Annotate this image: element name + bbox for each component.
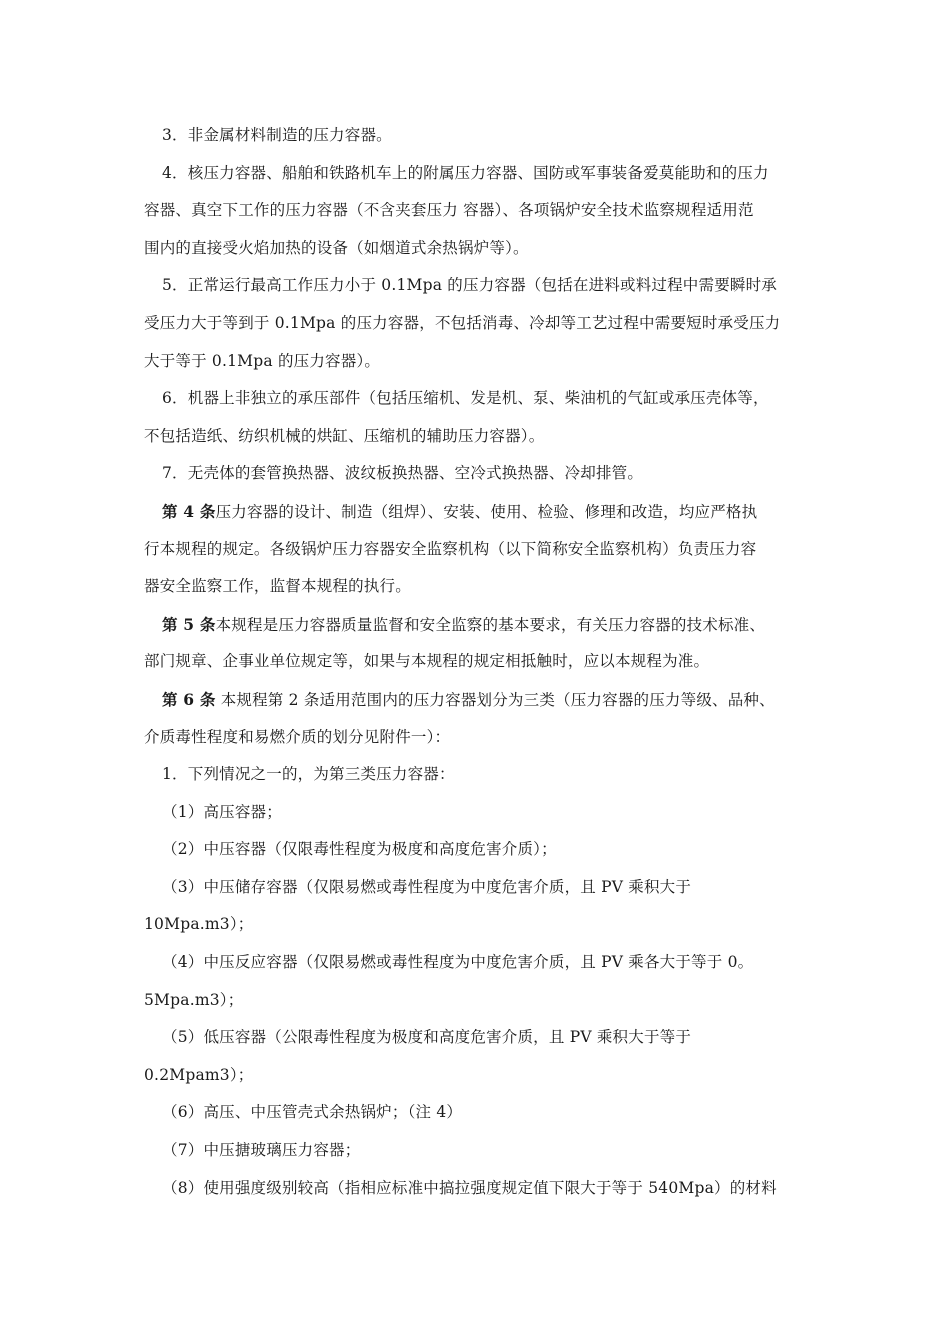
class-3-item-2: （2）中压容器（仅限毒性程度为极度和高度危害介质）； bbox=[162, 840, 557, 859]
class-3-item-5-line-2: 0.2Mpam3）； bbox=[144, 1065, 254, 1084]
paragraph-item-3: 3．非金属材料制造的压力容器。 bbox=[162, 126, 392, 144]
article-5-line-2: 部门规章、企事业单位规定等，如果与本规程的规定相抵触时，应以本规程为准。 bbox=[144, 652, 710, 671]
class-3-item-3-line-2: 10Mpa.m3）； bbox=[144, 915, 254, 934]
paragraph-item-4-line-2: 容器、真空下工作的压力容器（不含夹套压力 容器）、各项锅炉安全技术监察规程适用范 bbox=[144, 201, 754, 220]
article-5-heading: 第 5 条 bbox=[162, 614, 216, 634]
article-6-text: 本规程第 2 条适用范围内的压力容器划分为三类（压力容器的压力等级、品种、 bbox=[215, 690, 775, 709]
class-3-item-3-line-1: （3）中压储存容器（仅限易燃或毒性程度为中度危害介质，且 PV 乘积大于 bbox=[162, 877, 692, 896]
paragraph-item-5-line-3: 大于等于 0.1Mpa 的压力容器）。 bbox=[144, 351, 381, 370]
class-3-item-4-line-2: 5Mpa.m3）； bbox=[144, 990, 244, 1009]
paragraph-item-6-line-2: 不包括造纸、纺织机械的烘缸、压缩机的辅助压力容器）。 bbox=[144, 426, 545, 445]
paragraph-item-7: 7．无壳体的套管换热器、波纹板换热器、空冷式换热器、冷却排管。 bbox=[162, 464, 644, 483]
class-3-item-8: （8）使用强度级别较高（指相应标准中搞拉强度规定值下限大于等于 540Mpa）的材料 bbox=[162, 1178, 777, 1197]
article-6-heading: 第 6 条 bbox=[162, 689, 216, 709]
article-4-text: 压力容器的设计、制造（组焊）、安装、使用、检验、修理和改造，均应严格执 bbox=[215, 502, 758, 521]
paragraph-item-5-line-2: 受压力大于等到于 0.1Mpa 的压力容器，不包括消毒、冷却等工艺过程中需要短时承受压力 bbox=[144, 313, 781, 332]
article-5-text: 本规程是压力容器质量监督和安全监察的基本要求，有关压力容器的技术标准、 bbox=[215, 615, 766, 634]
class-3-item-4-line-1: （4）中压反应容器（仅限易燃或毒性程度为中度危害介质，且 PV 乘各大于等于 0。 bbox=[162, 953, 754, 972]
paragraph-item-6-line-1: 6．机器上非独立的承压部件（包括压缩机、发是机、泵、柴油机的气缸或承压壳体等， bbox=[162, 389, 769, 408]
paragraph-item-4-line-3: 围内的直接受火焰加热的设备（如烟道式余热锅炉等）。 bbox=[144, 238, 529, 257]
paragraph-item-4-line-1: 4．核压力容器、船舶和铁路机车上的附属压力容器、国防或军事装备爱莫能助和的压力 bbox=[162, 163, 769, 182]
article-6-line-2: 介质毒性程度和易燃介质的划分见附件一）： bbox=[144, 727, 451, 746]
article-4-line-2: 行本规程的规定。各级锅炉压力容器安全监察机构（以下简称安全监察机构）负责压力容 bbox=[144, 539, 757, 558]
article-6-line-1 bbox=[144, 681, 809, 719]
class-3-item-6: （6）高压、中压管壳式余热锅炉；（注 4） bbox=[162, 1103, 463, 1122]
document-page bbox=[144, 117, 809, 1207]
paragraph-item-5-line-1: 5．正常运行最高工作压力小于 0.1Mpa 的压力容器（包括在进料或料过程中需要瞬时承 bbox=[162, 276, 778, 295]
article-4-heading: 第 4 条 bbox=[162, 501, 216, 521]
class-3-item-7: （7）中压搪玻璃压力容器； bbox=[162, 1141, 361, 1160]
class-3-item-1: （1）高压容器； bbox=[162, 802, 282, 821]
article-4-line-3: 器安全监察工作，监督本规程的执行。 bbox=[144, 577, 411, 596]
article-4-line-1 bbox=[144, 493, 809, 531]
article-5-line-1 bbox=[144, 606, 809, 644]
class-3-intro: 1．下列情况之一的，为第三类压力容器： bbox=[162, 765, 455, 784]
class-3-item-5-line-1: （5）低压容器（公限毒性程度为极度和高度危害介质，且 PV 乘积大于等于 bbox=[162, 1028, 692, 1047]
